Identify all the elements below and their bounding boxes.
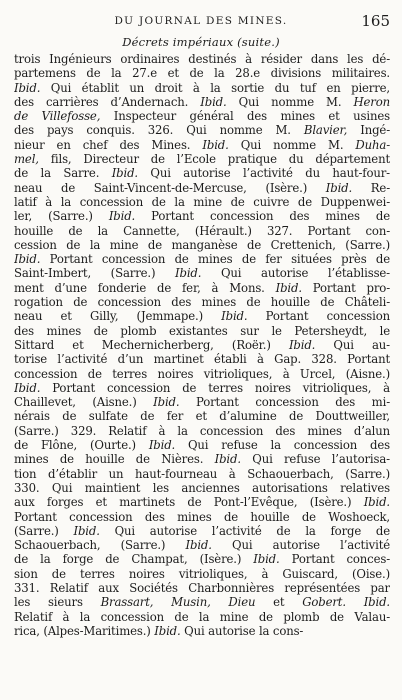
italic-run: Ibid. [275, 280, 302, 295]
text-run: Relatif à la concession de la mine de plomb de Valau- [14, 609, 390, 624]
text-line [14, 195, 390, 209]
text-line [14, 567, 390, 581]
text-line [14, 238, 390, 252]
text-run: Inspecteur général des mines et usines [100, 109, 390, 124]
text-line [14, 581, 390, 595]
italic-run: Ibid. [108, 209, 136, 224]
text-line [14, 424, 390, 438]
running-title: DU JOURNAL DES MINES. [114, 15, 288, 27]
italic-run: Ibid. [73, 523, 100, 538]
text-line [14, 123, 390, 137]
text-run: Qui autorise l’activité [211, 538, 390, 553]
italic-run: Ibid. [325, 180, 353, 195]
text-run: Qui autorise l’établisse- [201, 266, 390, 281]
text-run: 331. Relatif aux Sociétés Charbonnières représentées par [14, 580, 390, 595]
text-line [14, 381, 390, 395]
italic-run: Ibid. [363, 495, 390, 510]
text-line [14, 367, 390, 381]
italic-run: Ibid. [221, 309, 248, 324]
text-run: Re- [352, 180, 390, 195]
page-number: 165 [361, 12, 390, 30]
text-run: (Sarre.) [14, 523, 74, 538]
italic-run: Ibid. [153, 395, 180, 410]
text-run: nérais de sulfate de fer et d’alumine de Douttweiller, [14, 409, 390, 424]
text-line [14, 338, 390, 352]
text-line [14, 467, 390, 481]
text-run: Portant concession des mines de [135, 209, 390, 224]
text-run: torise l’activité d’un martinet établi à Gap. 328. Portant [14, 352, 390, 367]
text-run: Ingé- [347, 123, 390, 138]
text-line [14, 109, 390, 123]
text-line [14, 209, 390, 223]
text-run: Sittard et Mechernicherberg, (Roër.) [14, 337, 289, 352]
text-run: Portant conces- [279, 552, 390, 567]
text-run: Portant concession [247, 309, 390, 324]
italic-run: Ibid. [148, 438, 176, 453]
text-run: Saint-Imbert, (Sarre.) [14, 266, 176, 281]
text-run: Qui autorise l’activité du haut-four- [137, 166, 390, 181]
text-line [14, 181, 390, 195]
text-run: des mines de plomb existantes sur le Petersheydt, le [14, 323, 390, 338]
text-run: les sieurs [14, 595, 101, 610]
text-line [14, 66, 390, 80]
text-line [14, 309, 390, 323]
text-line [14, 352, 390, 366]
text-run: Qui refuse la concession des [175, 438, 390, 453]
italic-run: Ibid. [253, 552, 280, 567]
text-run: et [255, 595, 303, 610]
text-run: Chaillevet, (Aisne.) [14, 395, 154, 410]
text-run: 330. Qui maintient les anciennes autorisations relatives [14, 480, 390, 495]
italic-run: Blavier, [303, 123, 348, 138]
text-run: rogation de concession des mines de houille de Châteli- [14, 295, 390, 310]
text-run: trois Ingénieurs ordinaires destinés à résider dans les dé- [14, 52, 390, 66]
text-line [14, 538, 390, 552]
text-run: nieur en chef des Mines. [14, 137, 203, 152]
italic-run: Ibid. [363, 595, 390, 610]
italic-run: Ibid. [14, 252, 41, 267]
text-line [14, 409, 390, 423]
italic-run: Ibid. [185, 538, 212, 553]
italic-run: Ibid. [288, 337, 316, 352]
text-run: neau et Gilly, (Jemmape.) [14, 309, 222, 324]
text-line [14, 610, 390, 624]
text-run: concession de terres noires vitrioliques, à Urcel, (Aisne.) [14, 366, 390, 381]
text-line [14, 295, 390, 309]
text-run: Portant concession de terres noires vitrioliques, à [40, 380, 390, 395]
italic-run: Ibid. [154, 623, 181, 638]
text-run: Qui refuse l’autorisa- [240, 452, 390, 467]
text-line [14, 624, 390, 638]
text-run: des pays conquis. 326. Qui nomme M. [14, 123, 304, 138]
text-line [14, 595, 390, 609]
text-run: de la Sarre. [14, 166, 112, 181]
section-title: Décrets impériaux (suite.) [122, 35, 280, 49]
text-run: Portant concession de mines de fer situées près de [40, 252, 390, 267]
text-run [346, 595, 364, 609]
text-run: Portant pro- [301, 280, 390, 295]
text-line [14, 252, 390, 266]
italic-run: Ibid. [214, 452, 241, 467]
text-run: neau de Saint-Vincent-de-Mercuse, (Isère.) [14, 180, 326, 195]
text-line [14, 452, 390, 466]
text-line [14, 510, 390, 524]
text-line [14, 152, 390, 166]
text-run: Qui au- [315, 337, 390, 352]
text-line [14, 266, 390, 280]
text-run: ler, (Sarre.) [14, 209, 109, 224]
text-run: rica, (Alpes-Maritimes.) [14, 623, 155, 638]
text-line [14, 438, 390, 452]
text-run: Qui établit un droit à la sortie du tuf en pierre, [40, 80, 390, 95]
text-line [14, 324, 390, 338]
text-line [14, 495, 390, 509]
text-run: Portant concession des mines de houille de Woshoeck, [14, 509, 390, 524]
italic-run: mel, [14, 152, 39, 167]
text-run: (Sarre.) 329. Relatif à la concession des mines d’alun [14, 423, 390, 438]
italic-run: Brassart, Musin, Dieu [100, 595, 256, 610]
text-line [14, 95, 390, 109]
text-line [14, 138, 390, 152]
text-line [14, 281, 390, 295]
body-text [14, 52, 390, 638]
italic-run: Ibid. [175, 266, 202, 281]
text-run: cession de la mine de manganèse de Crettenich, (Sarre.) [14, 237, 390, 252]
text-run: des carrières d’Andernach. [14, 94, 201, 109]
text-run: aux forges et martinets de Pont-l’Evêque, (Isère.) [14, 495, 364, 510]
text-run: tion d’établir un haut-fourneau à Schaouerbach, (Sarre.) [14, 466, 390, 481]
text-line [14, 481, 390, 495]
italic-run: Ibid. [14, 80, 41, 95]
italic-run: Duha- [355, 137, 390, 152]
text-run: sion de terres noires vitrioliques, à Guiscard, (Oise.) [14, 566, 390, 581]
text-run: de Flône, (Ourte.) [14, 438, 149, 453]
italic-run: Gobert. [302, 595, 346, 610]
text-run: Qui nomme M. [226, 94, 354, 109]
italic-run: Ibid. [202, 137, 229, 152]
text-line [14, 395, 390, 409]
text-line [14, 552, 390, 566]
text-run: Qui autorise la cons- [180, 623, 304, 638]
text-line [14, 224, 390, 238]
text-run: houille de la Cannette, (Hérault.) 327. Portant con- [14, 223, 390, 238]
text-run: Qui autorise l’activité de la forge de [99, 523, 390, 538]
text-line [14, 524, 390, 538]
text-run: Portant concession des mi- [179, 395, 390, 410]
text-run: ment d’une fonderie de fer, à Mons. [14, 280, 276, 295]
text-line [14, 166, 390, 180]
text-run: partemens de la 27.e et de la 28.e divisions militaires. [14, 66, 390, 81]
text-run: Qui nomme M. [228, 137, 356, 152]
text-run: Schaouerbach, (Sarre.) [14, 538, 186, 553]
text-run: mines de houille de Nières. [14, 452, 215, 467]
text-run: fils, Directeur de l’Ecole pratique du département [38, 152, 390, 167]
text-line [14, 81, 390, 95]
italic-run: de Villefosse, [14, 109, 101, 124]
running-head [0, 12, 402, 32]
italic-run: Ibid. [14, 380, 41, 395]
text-run: de la forge de Champat, (Isère.) [14, 552, 254, 567]
italic-run: Heron [353, 94, 390, 109]
italic-run: Ibid. [200, 94, 227, 109]
italic-run: Ibid. [111, 166, 138, 181]
text-run: latif à la concession de la mine de cuivre de Duppenwei- [14, 194, 390, 209]
text-line [14, 52, 390, 66]
